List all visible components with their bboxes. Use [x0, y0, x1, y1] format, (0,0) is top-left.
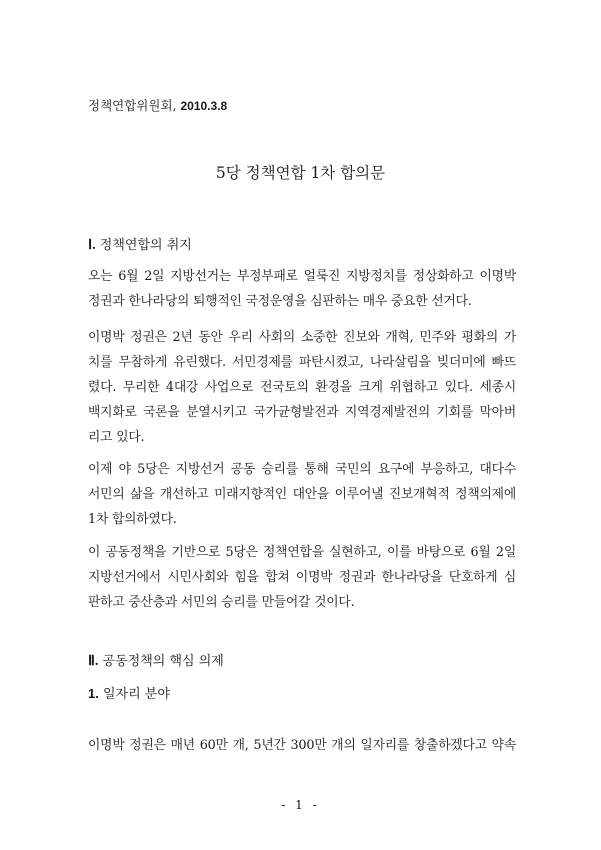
paragraph-line: 백지화로 국론을 분열시키고 국가균형발전과 지역경제발전의 기회를 막아버: [88, 405, 516, 420]
paragraph-line: 치를 무참하게 유린했다. 서민경제를 파탄시켰고, 나라살림을 빚더미에 빠뜨: [88, 355, 516, 370]
paragraph-1: [88, 264, 516, 314]
paragraph-line: 리고 있다.: [88, 430, 145, 445]
paragraph-line: 오는 6월 2일 지방선거는 부정부패로 얼룩진 지방정치를 정상화하고 이명박: [88, 269, 516, 284]
section-heading-2: [88, 650, 224, 670]
section-1-label: 정책연합의 취지: [99, 238, 192, 253]
paragraph-line: 이 공동정책을 기반으로 5당은 정책연합을 실현하고, 이를 바탕으로 6월 2일: [88, 545, 516, 560]
paragraph-4: [88, 540, 516, 615]
paragraph-2: [88, 325, 516, 450]
section-2-label: 공동정책의 핵심 의제: [102, 654, 224, 669]
paragraph-line: 렸다. 무리한 4대강 사업으로 전국토의 환경을 크게 위협하고 있다. 세종시: [88, 380, 516, 395]
document-header: [88, 96, 227, 114]
subsection-1-label: 일자리 분야: [102, 687, 170, 702]
section-heading-1: [88, 234, 192, 254]
paragraph-line: 이명박 정권은 2년 동안 우리 사회의 소중한 진보와 개혁, 민주와 평화의 가: [88, 330, 516, 345]
section-2-number: Ⅱ.: [88, 654, 99, 669]
paragraph-5: [88, 733, 516, 758]
header-org: 정책연합위원회,: [88, 98, 177, 113]
paragraph-line: 이제 야 5당은 지방선거 공동 승리를 통해 국민의 요구에 부응하고, 대다수: [88, 462, 516, 477]
page-number: - 1 -: [281, 798, 320, 812]
paragraph-line: 서민의 삶을 개선하고 미래지향적인 대안을 이루어낼 진보개혁적 정책의제에: [88, 487, 516, 502]
paragraph-3: [88, 457, 516, 532]
subsection-1-number: 1.: [88, 686, 99, 701]
paragraph-line: 지방선거에서 시민사회와 힘을 합쳐 이명박 정권과 한나라당을 단호하게 심: [88, 570, 516, 585]
paragraph-line: 정권과 한나라당의 퇴행적인 국정운영을 심판하는 매우 중요한 선거다.: [88, 294, 472, 309]
section-1-number: Ⅰ.: [88, 238, 96, 253]
header-date: 2010.3.8: [180, 99, 228, 113]
document-title: 5당 정책연합 1차 합의문: [215, 164, 386, 182]
paragraph-line: 이명박 정권은 매년 60만 개, 5년간 300만 개의 일자리를 창출하겠다고 약속: [88, 738, 516, 753]
paragraph-line: 판하고 중산층과 서민의 승리를 만들어갈 것이다.: [88, 595, 355, 610]
subsection-heading-1: [88, 683, 170, 702]
paragraph-line: 1차 합의하였다.: [88, 512, 177, 527]
